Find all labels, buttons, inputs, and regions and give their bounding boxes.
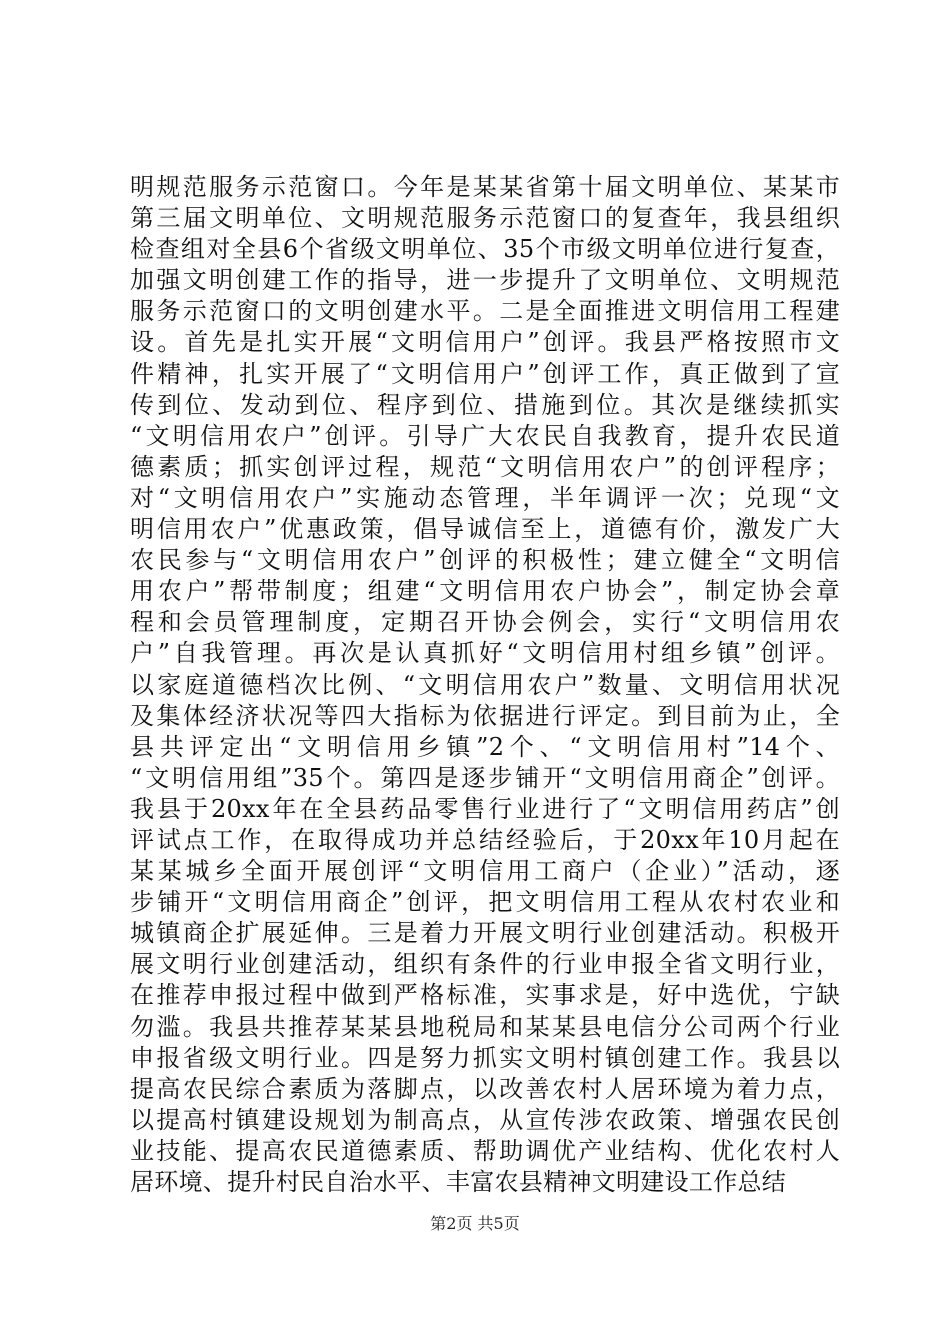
text-line: 及集体经济状况等四大指标为依据进行评定。到目前为止，全 xyxy=(130,701,840,730)
text-line: 勿滥。我县共推荐某某县地税局和某某县电信分公司两个行业 xyxy=(130,1012,840,1041)
text-line: 我县于20xx年在全县药品零售行业进行了“文明信用药店”创 xyxy=(130,794,840,823)
text-line: 德素质；抓实创评过程，规范“文明信用农户”的创评程序； xyxy=(130,452,840,481)
text-line: 城镇商企扩展延伸。三是着力开展文明行业创建活动。积极开 xyxy=(130,919,840,948)
text-line: 程和会员管理制度，定期召开协会例会，实行“文明信用农 xyxy=(130,608,840,637)
text-line: 评试点工作，在取得成功并总结经验后，于20xx年10月起在 xyxy=(130,825,840,854)
text-line: “文明信用农户”创评。引导广大农民自我教育，提升农民道 xyxy=(130,421,840,450)
text-line: 农民参与“文明信用农户”创评的积极性；建立健全“文明信 xyxy=(130,546,840,575)
body-text xyxy=(130,172,840,1198)
text-line: 第三届文明单位、文明规范服务示范窗口的复查年，我县组织 xyxy=(130,204,840,233)
text-line: “文明信用组”35个。第四是逐步铺开“文明信用商企”创评。 xyxy=(130,763,840,792)
text-line: 对“文明信用农户”实施动态管理，半年调评一次；兑现“文 xyxy=(130,483,840,512)
text-line: 在推荐申报过程中做到严格标准，实事求是，好中选优，宁缺 xyxy=(130,981,840,1010)
text-line: 居环境、提升村民自治水平、丰富农县精神文明建设工作总结 xyxy=(130,1168,787,1196)
text-line: 步铺开“文明信用商企”创评，把文明信用工程从农村农业和 xyxy=(130,888,840,917)
text-line: 用农户”帮带制度；组建“文明信用农户协会”，制定协会章 xyxy=(130,577,840,606)
page-footer xyxy=(0,1214,950,1234)
text-line: 加强文明创建工作的指导，进一步提升了文明单位、文明规范 xyxy=(130,266,840,295)
text-line: 件精神，扎实开展了“文明信用户”创评工作，真正做到了宣 xyxy=(130,359,840,388)
text-line: 某某城乡全面开展创评“文明信用工商户（企业）”活动，逐 xyxy=(130,857,840,886)
text-line: 户”自我管理。再次是认真抓好“文明信用村组乡镇”创评。 xyxy=(130,639,840,668)
text-line: 提高农民综合素质为落脚点，以改善农村人居环境为着力点， xyxy=(130,1074,840,1103)
text-line: 业技能、提高农民道德素质、帮助调优产业结构、优化农村人 xyxy=(130,1136,840,1165)
text-line: 服务示范窗口的文明创建水平。二是全面推进文明信用工程建 xyxy=(130,297,840,326)
text-line: 展文明行业创建活动，组织有条件的行业申报全省文明行业， xyxy=(130,950,840,979)
text-line: 明规范服务示范窗口。今年是某某省第十届文明单位、某某市 xyxy=(130,173,840,201)
text-line: 以提高村镇建设规划为制高点，从宣传涉农政策、增强农民创 xyxy=(130,1105,840,1134)
text-line: 县共评定出“文明信用乡镇”2个、“文明信用村”14个、 xyxy=(130,732,840,761)
text-line: 申报省级文明行业。四是努力抓实文明村镇创建工作。我县以 xyxy=(130,1043,840,1072)
text-line: 明信用农户”优惠政策，倡导诚信至上，道德有价，激发广大 xyxy=(130,515,840,544)
text-line: 检查组对全县6个省级文明单位、35个市级文明单位进行复查， xyxy=(130,235,840,264)
text-line: 设。首先是扎实开展“文明信用户”创评。我县严格按照市文 xyxy=(130,328,840,357)
text-line: 以家庭道德档次比例、“文明信用农户”数量、文明信用状况 xyxy=(130,670,840,699)
text-line: 传到位、发动到位、程序到位、措施到位。其次是继续抓实 xyxy=(130,390,840,419)
page-number: 第2页 共5页 xyxy=(430,1214,520,1233)
